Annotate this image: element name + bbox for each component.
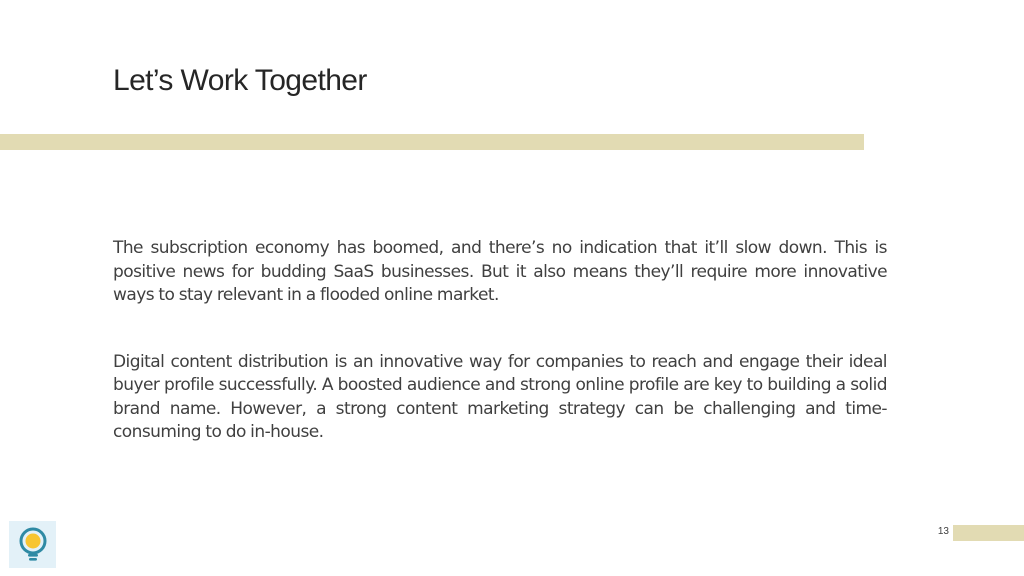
- lightbulb-icon: [17, 527, 49, 563]
- paragraph-2: Digital content distribution is an innovative way for companies to reach and engage their ideal buyer profile successfully. A boosted audience and strong online profile are key to building a solid brand name. However, a strong content marketing strategy can be challenging and time-consuming to do in-house.: [113, 351, 887, 442]
- footer-accent-bar: [953, 525, 1024, 541]
- title-accent-bar: [0, 134, 864, 150]
- body-text: [113, 237, 887, 488]
- slide-title: Let’s Work Together: [113, 64, 367, 97]
- paragraph-1: The subscription economy has boomed, and there’s no indication that it’ll slow down. This is positive news for budding SaaS businesses. But it also means they’ll require more innovative ways to stay relevant in a flooded online market.: [113, 238, 887, 305]
- page-number: 13: [937, 526, 949, 537]
- company-logo: [9, 521, 56, 568]
